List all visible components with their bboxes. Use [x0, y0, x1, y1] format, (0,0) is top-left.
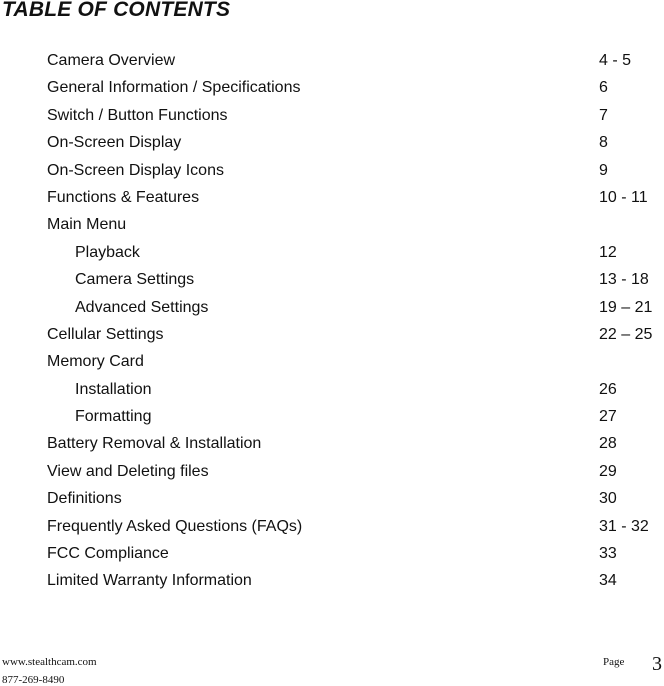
toc-entry — [0, 567, 664, 594]
toc-entry — [0, 102, 664, 129]
toc-entry-label: Functions & Features — [47, 188, 200, 206]
toc-entry — [0, 485, 664, 512]
toc-entry-label: Camera Overview — [47, 52, 176, 69]
toc-entry-page: 27 — [599, 408, 617, 426]
toc-entry — [0, 184, 664, 211]
toc-entry-page: 30 — [599, 490, 617, 508]
footer-page-label: Page — [603, 656, 625, 668]
toc-entry-label: General Information / Specifications — [47, 79, 301, 97]
toc-entry-page: 8 — [599, 134, 608, 152]
toc-entry-page: 31 - 32 — [599, 517, 649, 535]
toc-entry — [0, 129, 664, 156]
toc-entry-page: 7 — [599, 106, 608, 124]
toc-entry — [0, 348, 664, 375]
toc-entry-label: Definitions — [47, 490, 122, 508]
toc-entry-page: 4 - 5 — [599, 52, 632, 69]
toc-entry-page: 12 — [599, 243, 617, 261]
toc-entry-page: 6 — [599, 79, 608, 97]
toc-entry — [0, 513, 664, 540]
toc-entry-label: Main Menu — [47, 216, 127, 234]
toc-entry-label: Cellular Settings — [47, 325, 164, 343]
toc-entry — [0, 294, 664, 321]
toc-entry-label: FCC Compliance — [47, 545, 169, 563]
toc-entry — [0, 74, 664, 101]
toc-entry-label: Limited Warranty Information — [47, 572, 252, 590]
toc-entry — [0, 239, 664, 266]
toc-entry — [0, 47, 664, 74]
toc-entry — [0, 458, 664, 485]
toc-entry-label: Advanced Settings — [75, 298, 209, 316]
toc-entry — [0, 266, 664, 293]
toc-entry — [0, 157, 664, 184]
toc-entry-label: Switch / Button Functions — [47, 106, 228, 124]
toc-entry-label: On-Screen Display Icons — [47, 161, 224, 179]
toc-entry — [0, 540, 664, 567]
toc-entry-label: Formatting — [75, 408, 152, 426]
toc-entry-page: 28 — [599, 435, 617, 453]
toc-entry-page: 29 — [599, 462, 617, 480]
toc-entry-label: Playback — [75, 243, 140, 261]
toc-entry-page: 34 — [599, 572, 617, 590]
toc-entry — [0, 211, 664, 238]
toc-entry-page: 9 — [599, 161, 608, 179]
toc-entry-label: View and Deleting files — [47, 462, 209, 480]
toc-entry — [0, 403, 664, 430]
table-of-contents — [0, 47, 664, 595]
toc-entry-page: 26 — [599, 380, 617, 398]
toc-entry-label: Installation — [75, 380, 152, 398]
toc-entry-label: Camera Settings — [75, 271, 195, 289]
toc-entry-label: Frequently Asked Questions (FAQs) — [47, 517, 303, 535]
toc-entry — [0, 430, 664, 457]
toc-entry — [0, 321, 664, 348]
toc-entry-page: 33 — [599, 545, 617, 563]
footer-page-number: 3 — [652, 653, 662, 675]
toc-entry — [0, 376, 664, 403]
toc-entry-label: Memory Card — [47, 353, 144, 371]
toc-entry-page: 13 - 18 — [599, 271, 649, 289]
toc-entry-page: 22 – 25 — [599, 325, 653, 343]
toc-entry-page: 19 – 21 — [599, 298, 653, 316]
footer-phone: 877-269-8490 — [2, 674, 65, 686]
toc-entry-label: Battery Removal & Installation — [47, 435, 262, 453]
page-title: TABLE OF CONTENTS — [2, 0, 231, 21]
footer-website: www.stealthcam.com — [2, 656, 97, 668]
toc-entry-label: On-Screen Display — [47, 134, 182, 152]
toc-entry-page: 10 - 11 — [599, 188, 648, 206]
